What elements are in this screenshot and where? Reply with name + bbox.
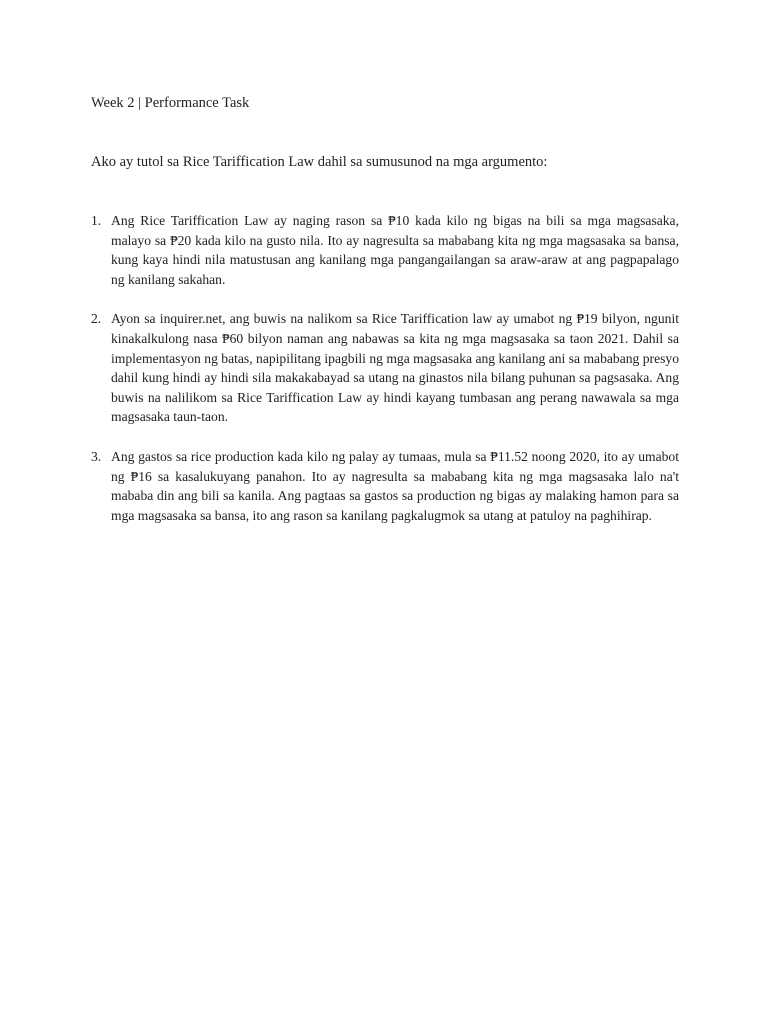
intro-paragraph: Ako ay tutol sa Rice Tariffication Law dahil sa sumusunod na mga argumento: [91,154,548,170]
list-item-text: Ayon sa inquirer.net, ang buwis na nalikom sa Rice Tariffication law ay umabot ng ₱19 bilyon, ngunit kinakalkulong nasa ₱60 bilyon naman ang nabawas sa kita ng mga magsasaka sa taon 2021. Dahil sa implementasyon ng batas, napipilitang ipagbili ng mga magsasaka ang kanilang ani sa mababang presyo dahil kung hindi ay hindi sila makakabayad sa utang na ginastos nila bilang puhunan sa pagsasaka. Ang buwis na nalilikom sa Rice Tariffication Law ay hindi kayang tumbasan ang perang nawawala sa mga magsasaka taun-taon. [111,311,679,425]
list-item-number: 3. [91,448,102,464]
list-item-text: Ang Rice Tariffication Law ay naging rason sa ₱10 kada kilo ng bigas na bili sa mga magsasaka, malayo sa ₱20 kada kilo na gusto nila. Ito ay nagresulta sa mababang kita ng mga magsasaka sa bansa, kung kaya hindi nila matustusan ang kanilang mga pangangailangan sa araw-araw at ang pagpapalago ng kanilang sakahan. [111,213,679,287]
argument-list [91,211,679,545]
list-item-number: 1. [91,213,102,228]
list-item [91,447,679,525]
list-item-text: Ang gastos sa rice production kada kilo ng palay ay tumaas, mula sa ₱11.52 noong 2020, ito ay umabot ng ₱16 sa kasalukuyang panahon. Ito ay nagresulta sa mababang kita ng mga magsasaka lalo na't mababa din ang bili sa kanila. Ang pagtaas sa gastos sa production ng bigas ay malaking hamon para sa mga magsasaka sa bansa, ito ang rason sa kanilang pagkalugmok sa utang at patuloy na paghihirap. [111,448,679,523]
list-item [91,309,679,427]
document-heading: Week 2 | Performance Task [91,95,250,111]
list-item-number: 2. [91,311,102,327]
list-item [91,211,679,289]
